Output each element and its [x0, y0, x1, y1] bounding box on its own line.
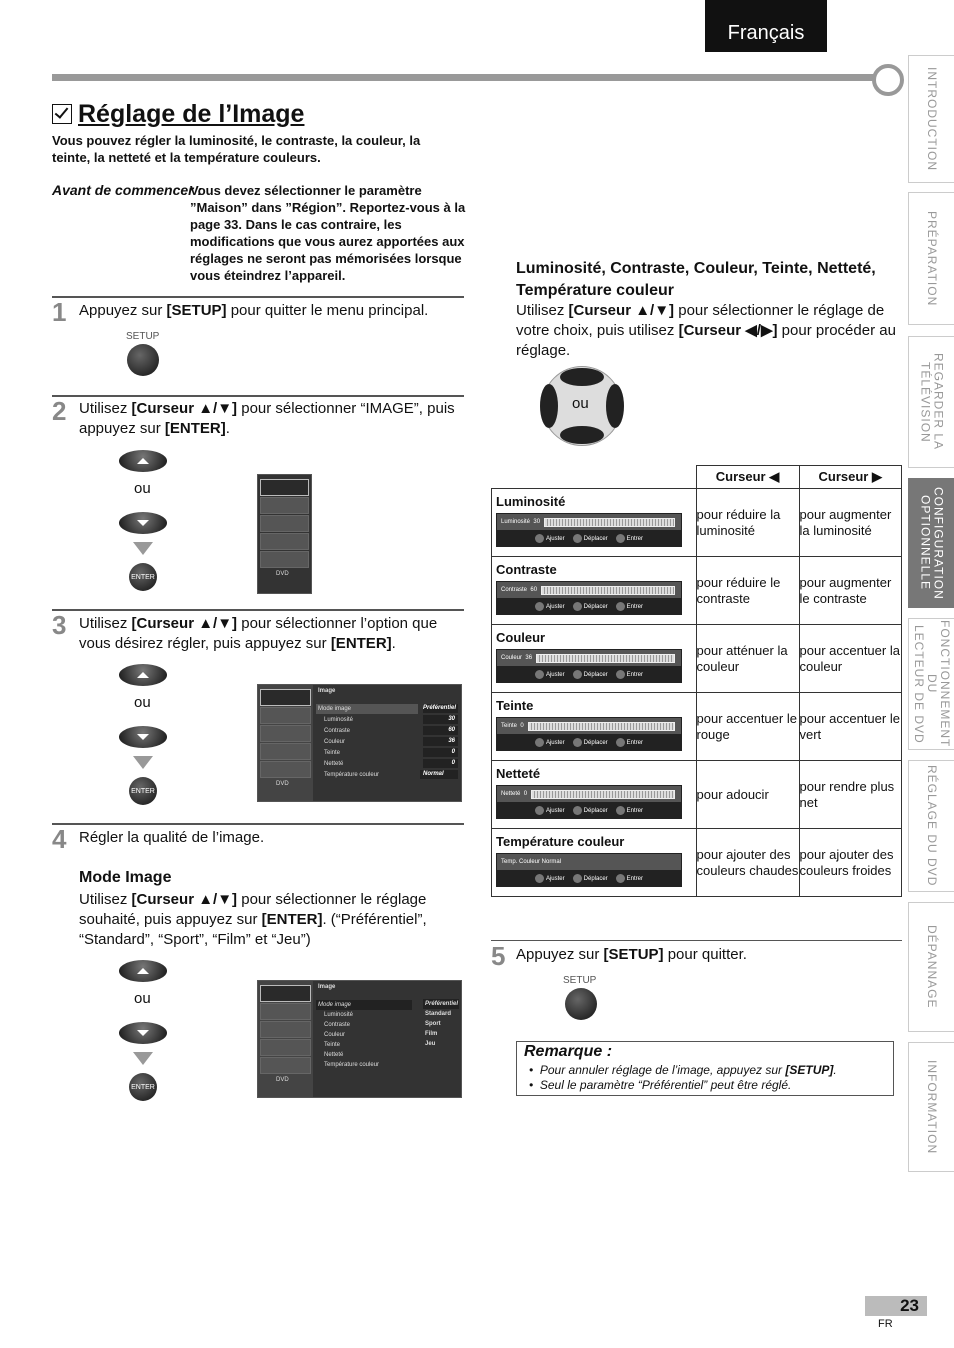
adjustment-table	[491, 465, 902, 897]
right-effect: pour accentuer le vert	[799, 693, 902, 761]
left-effect: pour adoucir	[696, 761, 799, 829]
left-effect: pour réduire le contraste	[696, 557, 799, 625]
features-icon	[260, 533, 309, 550]
cursor-down-button[interactable]	[119, 726, 167, 748]
page-language-code: FR	[878, 1318, 893, 1330]
tv-menu-row[interactable]: Température couleur Normal	[316, 770, 458, 780]
side-tab-regarder-television[interactable]	[908, 336, 954, 468]
tv-menu-row[interactable]: Teinte	[324, 1042, 341, 1048]
avant-text: Vous devez sélectionner le paramètre ”Maison” dans ”Région”. Reportez-vous à la page 33. Dans le cas contraire, les modifications que vous aurez apportées aux réglages ne seront pas mémorisées lorsque vous éteindrez l’appareil.	[190, 183, 466, 283]
page-title-text: Réglage de l’Image	[78, 100, 305, 128]
step-divider	[52, 823, 464, 825]
cursor-up-icon	[560, 368, 604, 386]
tv-menu-icons	[258, 685, 313, 801]
step-number: 5	[491, 941, 506, 971]
left-effect: pour réduire la luminosité	[696, 489, 799, 557]
tv-menu-row[interactable]: Mode image	[316, 1000, 412, 1010]
osd-slider: Couleur 36 Ajuster Déplacer Entrer	[496, 649, 682, 683]
tv-menu-row[interactable]: Mode image Préférentiel	[318, 705, 457, 712]
tv-menu-row[interactable]: Netteté 0	[316, 759, 458, 769]
right-effect: pour accentuer la couleur	[799, 625, 902, 693]
step-5-text: Appuyez sur [SETUP] pour quitter.	[516, 946, 747, 963]
osd-slider: Contraste 60 Ajuster Déplacer Entrer	[496, 581, 682, 615]
language-label: Français	[727, 22, 805, 44]
tv-menu-row[interactable]: Luminosité 30	[316, 715, 458, 725]
table-row	[492, 761, 902, 829]
or-label: ou	[134, 694, 151, 711]
tv-menu-row[interactable]: Couleur	[324, 1032, 346, 1038]
mode-option[interactable]: Film	[425, 1031, 438, 1037]
row-label-cell: Couleur Couleur 36 Ajuster Déplacer Entrer	[492, 625, 697, 693]
left-effect: pour atténuer la couleur	[696, 625, 799, 693]
side-tab-configuration[interactable]	[908, 478, 954, 608]
right-effect: pour ajouter des couleurs froides	[799, 829, 902, 897]
picture-icon	[260, 479, 309, 496]
setup-icon	[260, 1021, 311, 1038]
enter-button[interactable]: ENTER	[129, 777, 157, 805]
cursor-up-button[interactable]	[119, 664, 167, 686]
setup-icon	[260, 725, 311, 742]
or-label: ou	[134, 990, 151, 1007]
page-title	[52, 100, 304, 129]
cursor-down-icon	[560, 426, 604, 444]
step-1-text: Appuyez sur [SETUP] pour quitter le menu principal.	[79, 302, 429, 319]
mode-option[interactable]: Préférentiel	[425, 1001, 459, 1007]
remark-box	[516, 1041, 894, 1096]
side-tab-depannage[interactable]	[908, 902, 954, 1032]
table-row	[492, 693, 902, 761]
dvd-menu-item: DVD	[276, 571, 289, 577]
setup-button[interactable]	[565, 988, 597, 1020]
osd-slider: Netteté 0 Ajuster Déplacer Entrer	[496, 785, 682, 819]
side-tab-label: REGARDER LA TÉLÉVISION	[918, 353, 946, 451]
side-tab-preparation[interactable]	[908, 192, 954, 325]
setup-icon	[260, 515, 309, 532]
step-3-text: Utilisez [Curseur ▲/▼] pour sélectionner l’option que vous désirez régler, puis appuyez sur [ENTER].	[79, 615, 438, 652]
table-row	[492, 829, 902, 897]
tv-mode-options	[423, 999, 459, 1049]
tv-menu-rows	[316, 1000, 412, 1070]
step-number: 1	[52, 297, 67, 327]
picture-icon	[260, 689, 311, 706]
right-effect: pour augmenter le contraste	[799, 557, 902, 625]
tv-menu-row[interactable]: Luminosité	[324, 1012, 354, 1018]
tv-menu-row[interactable]: Teinte 0	[316, 748, 458, 758]
checkbox-icon	[52, 104, 72, 124]
header-circle	[872, 64, 904, 96]
col-header-right: Curseur ▶	[799, 466, 902, 489]
sound-icon	[260, 1003, 311, 1020]
arrow-up-icon	[137, 672, 149, 678]
step-number: 4	[52, 824, 67, 854]
arrow-down-icon	[137, 1030, 149, 1036]
header-rule	[52, 74, 878, 81]
tv-menu-row[interactable]: Contraste	[324, 1022, 351, 1028]
page-number: 23	[865, 1296, 927, 1316]
language-tab	[705, 0, 827, 52]
mode-option[interactable]: Sport	[425, 1021, 441, 1027]
enter-button[interactable]: ENTER	[129, 1073, 157, 1101]
sound-icon	[260, 497, 309, 514]
step-4-text: Régler la qualité de l’image.	[79, 829, 265, 846]
cursor-down-button[interactable]	[119, 1022, 167, 1044]
mode-option[interactable]: Jeu	[425, 1041, 436, 1047]
step-divider	[52, 609, 464, 611]
avant-label: Avant de commencer :	[52, 182, 203, 198]
mode-image-text: Utilisez [Curseur ▲/▼] pour sélectionner le réglage souhaité, puis appuyez sur [ENTER]. (“Préférentiel”, “Standard”, “Sport”, “Film” et “Jeu”)	[79, 891, 427, 948]
step-divider	[52, 296, 464, 298]
tv-menu-row[interactable]: Contraste 60	[316, 726, 458, 736]
table-corner	[492, 466, 697, 489]
osd-slider: Temp. Couleur Normal Ajuster Déplacer Entrer	[496, 853, 682, 887]
setup-button-label: SETUP	[126, 331, 160, 342]
tv-menu-row[interactable]: Couleur 36	[316, 737, 458, 747]
or-label: ou	[572, 395, 589, 412]
language-icon	[260, 1057, 311, 1074]
mode-option[interactable]: Standard	[425, 1011, 452, 1017]
row-label-cell: Contraste Contraste 60 Ajuster Déplacer Entrer	[492, 557, 697, 625]
osd-slider: Luminosité 30 Ajuster Déplacer Entrer	[496, 513, 682, 547]
language-icon	[260, 761, 311, 778]
intro-text: Vous pouvez régler la luminosité, le contraste, la couleur, la teinte, la netteté et la température couleurs.	[52, 133, 421, 165]
setup-button[interactable]	[127, 344, 159, 376]
lum-section-heading: Luminosité, Contraste, Couleur, Teinte, Netteté, Température couleur	[516, 260, 876, 299]
tv-menu-row[interactable]: Netteté	[324, 1052, 344, 1058]
remark-title: Remarque :	[524, 1043, 613, 1060]
arrow-up-icon	[137, 458, 149, 464]
lum-section-text: Utilisez [Curseur ▲/▼] pour sélectionner le réglage de votre choix, puis utilisez [Curseur ◀/▶] pour procéder au réglage.	[516, 302, 896, 359]
row-label-cell: Température couleur Temp. Couleur Normal Ajuster Déplacer Entrer	[492, 829, 697, 897]
table-header-row	[492, 466, 902, 489]
left-effect: pour ajouter des couleurs chaudes	[696, 829, 799, 897]
arrow-down-indicator-icon	[133, 542, 153, 555]
arrow-down-indicator-icon	[133, 756, 153, 769]
side-tab-introduction[interactable]	[908, 55, 954, 183]
step-number: 2	[52, 396, 67, 426]
setup-button-label: SETUP	[563, 975, 597, 986]
arrow-down-icon	[137, 520, 149, 526]
tv-image-menu	[257, 684, 462, 802]
side-tab-reglage-dvd[interactable]	[908, 760, 954, 892]
right-effect: pour rendre plus net	[799, 761, 902, 829]
picture-icon	[260, 985, 311, 1002]
row-label-cell: Netteté Netteté 0 Ajuster Déplacer Entrer	[492, 761, 697, 829]
tv-menu-icons	[258, 981, 313, 1097]
table-row	[492, 625, 902, 693]
cursor-down-button[interactable]	[119, 512, 167, 534]
side-tab-label: PRÉPARATION	[925, 210, 939, 307]
features-icon	[260, 1039, 311, 1056]
left-effect: pour accentuer le rouge	[696, 693, 799, 761]
tv-menu-header: Image	[318, 984, 336, 990]
features-icon	[260, 743, 311, 760]
side-tab-label: INTRODUCTION	[925, 67, 939, 171]
side-tab-label: FONCTIONNEMENT DU LECTEUR DE DVD	[912, 620, 952, 748]
osd-slider: Teinte 0 Ajuster Déplacer Entrer	[496, 717, 682, 751]
side-tab-label: CONFIGURATION OPTIONNELLE	[918, 486, 946, 600]
cursor-pad[interactable]	[540, 366, 624, 446]
step-divider	[491, 940, 902, 941]
side-tab-fonctionnement-dvd[interactable]	[908, 618, 954, 750]
language-icon	[260, 551, 309, 568]
dvd-menu-item: DVD	[276, 781, 289, 787]
cursor-up-button[interactable]	[119, 960, 167, 982]
mode-image-heading: Mode Image	[79, 869, 172, 886]
remark-item: • Seul le paramètre “Préférentiel” peut être réglé.	[529, 1078, 792, 1092]
remark-item: • Pour annuler réglage de l’image, appuyez sur [SETUP].	[529, 1063, 837, 1077]
tv-menu-row[interactable]: Température couleur	[324, 1062, 380, 1068]
side-tab-label: DÉPANNAGE	[925, 925, 939, 1009]
row-label-cell: Luminosité Luminosité 30 Ajuster Déplacer Entrer	[492, 489, 697, 557]
tv-mode-menu	[257, 980, 462, 1098]
table-row	[492, 557, 902, 625]
dvd-menu-item: DVD	[276, 1077, 289, 1083]
arrow-up-icon	[137, 968, 149, 974]
cursor-up-button[interactable]	[119, 450, 167, 472]
tv-main-menu	[257, 474, 312, 594]
tv-menu-header: Image	[318, 688, 336, 694]
table-row	[492, 489, 902, 557]
arrow-down-icon	[137, 734, 149, 740]
col-header-left: Curseur ◀	[696, 466, 799, 489]
cursor-right-icon	[606, 384, 624, 428]
arrow-down-indicator-icon	[133, 1052, 153, 1065]
side-tab-label: INFORMATION	[925, 1059, 939, 1155]
sound-icon	[260, 707, 311, 724]
row-label-cell: Teinte Teinte 0 Ajuster Déplacer Entrer	[492, 693, 697, 761]
tv-menu-rows	[316, 704, 458, 781]
step-number: 3	[52, 610, 67, 640]
side-tab-information[interactable]	[908, 1042, 954, 1172]
cursor-left-icon	[540, 384, 558, 428]
or-label: ou	[134, 480, 151, 497]
step-divider	[52, 395, 464, 397]
enter-button[interactable]: ENTER	[129, 563, 157, 591]
step-2-text: Utilisez [Curseur ▲/▼] pour sélectionner “IMAGE”, puis appuyez sur [ENTER].	[79, 400, 455, 437]
side-tab-label: RÉGLAGE DU DVD	[925, 765, 939, 887]
right-effect: pour augmenter la luminosité	[799, 489, 902, 557]
